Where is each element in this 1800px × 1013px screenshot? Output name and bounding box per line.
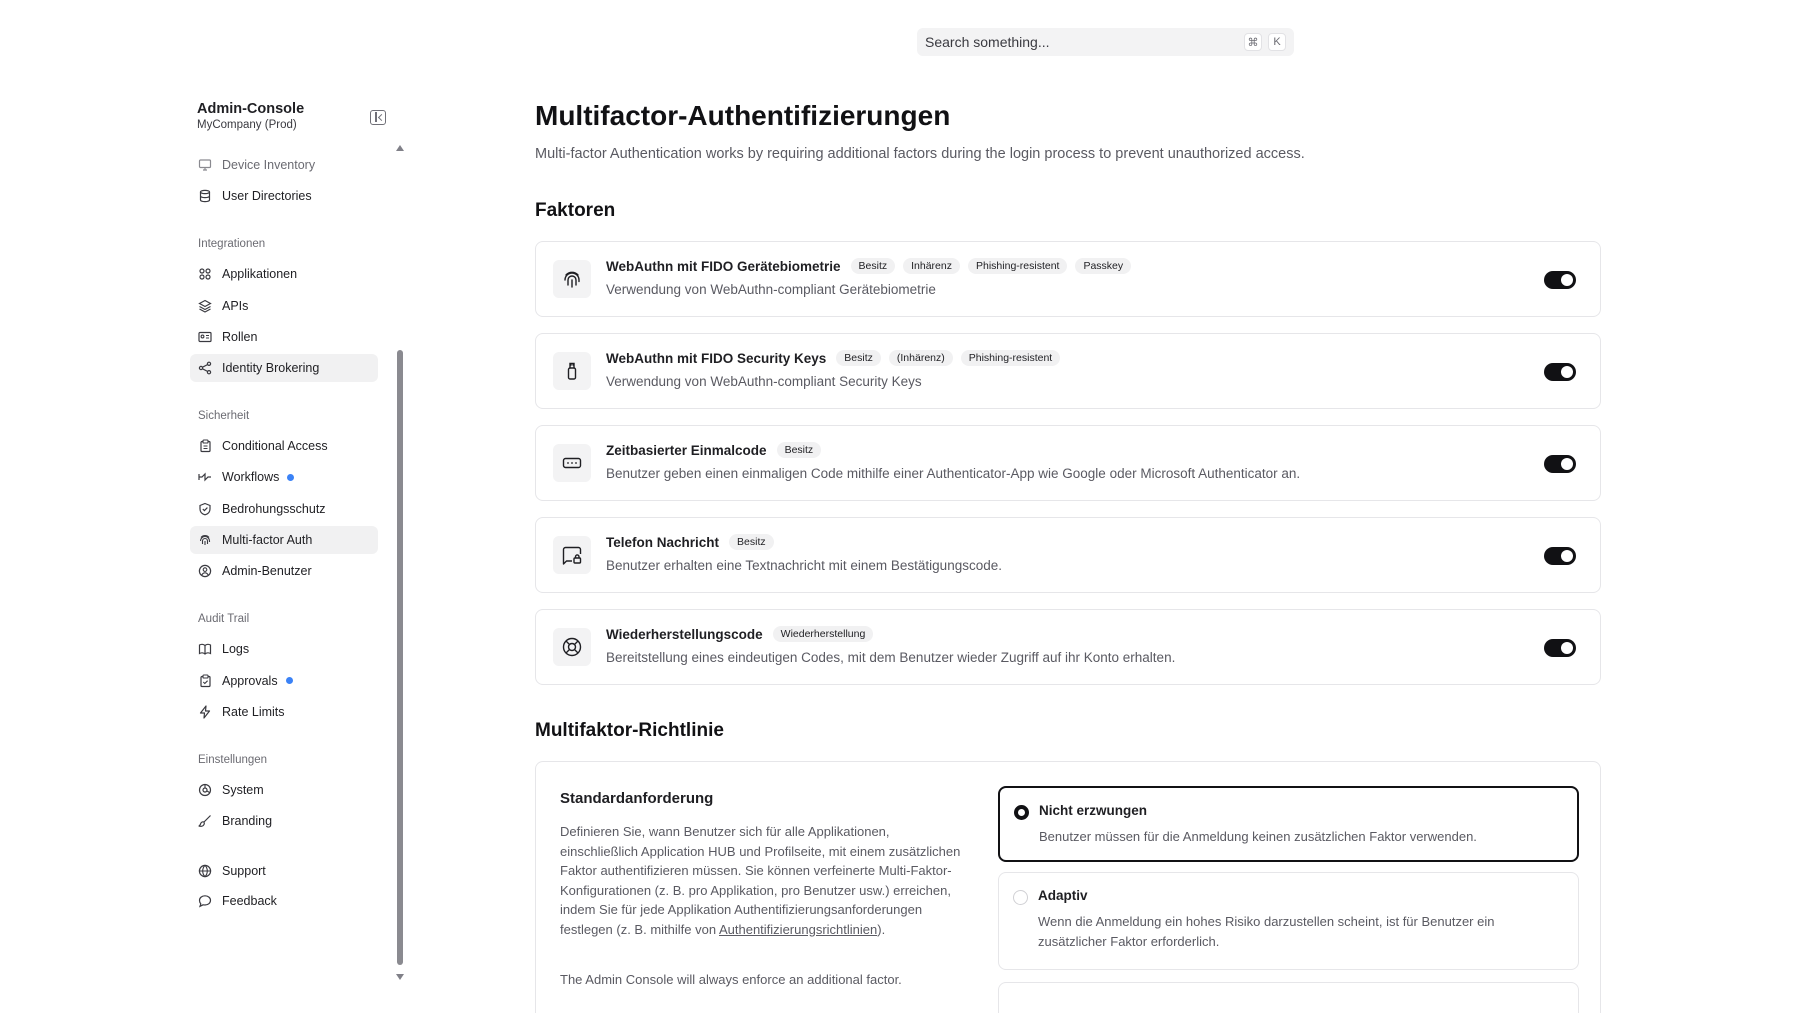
sidebar-item-label: Bedrohungsschutz (222, 501, 326, 516)
radio-selected-icon[interactable] (1014, 805, 1029, 820)
policy-note: The Admin Console will always enforce an additional factor. (560, 972, 902, 987)
sidebar-item-label: Feedback (222, 893, 277, 908)
sidebar-item-support[interactable] (190, 857, 378, 885)
factor-toggle[interactable] (1544, 271, 1576, 289)
factor-name: Zeitbasierter Einmalcode (606, 442, 767, 458)
database-icon (198, 189, 212, 203)
brand (197, 101, 304, 131)
notification-dot (287, 474, 294, 481)
sidebar-item-label: Logs (222, 642, 250, 657)
sidebar-item-applikationen[interactable] (190, 260, 378, 288)
scroll-down-icon[interactable] (396, 974, 404, 980)
policy-description: Definieren Sie, wann Benutzer sich für alle Applikationen, einschließlich Application HUB und Profilseite, mit einem zusätzlichen Faktor authentifizieren müssen. Sie können verfeinerte Multi-Faktor-Konfigurationen (z. B. pro Applikation, pro Benutzer usw.) erreichen, indem Sie für jede Applikation Authentifizierungsanforderungen festlegen (z. B. mithilfe von Authentifizierungsrichtlinien). (560, 824, 961, 937)
badge: Wiederherstellung (773, 626, 874, 642)
section-title-sicherheit: Sicherheit (198, 410, 250, 423)
sidebar-item-feedback[interactable] (190, 887, 378, 915)
sidebar-item-label: Rate Limits (222, 704, 285, 719)
workflow-icon (198, 470, 212, 484)
search-bar[interactable] (917, 28, 1294, 56)
section-title-einstellungen: Einstellungen (198, 753, 268, 766)
badge: Besitz (836, 350, 881, 366)
sidebar-scrollbar[interactable] (396, 145, 404, 980)
sidebar-item-rollen[interactable] (190, 323, 378, 351)
bolt-icon (198, 705, 212, 719)
sidebar-item-label: Identity Brokering (222, 361, 320, 376)
section-title-integrationen: Integrationen (198, 238, 266, 251)
sidebar-item-label: Multi-factor Auth (222, 533, 313, 548)
radio-icon[interactable] (1013, 890, 1028, 905)
section-title-audit-trail: Audit Trail (198, 613, 250, 626)
option-description: Wenn die Anmeldung ein hohes Risiko darzustellen scheint, ist für Benutzer ein zusätzlicher Faktor erforderlich. (1038, 914, 1495, 949)
factor-name: WebAuthn mit FIDO Security Keys (606, 350, 827, 366)
factor-name: Telefon Nachricht (606, 534, 720, 550)
sidebar-item-approvals[interactable] (190, 667, 378, 695)
policy-option-not-enforced[interactable] (998, 786, 1579, 862)
factor-name: WebAuthn mit FIDO Gerätebiometrie (606, 258, 841, 274)
fingerprint-icon (198, 533, 212, 547)
badge: (Inhärenz) (889, 350, 953, 366)
search-input[interactable]: Search something... (925, 34, 1050, 50)
policy-option-adaptive[interactable] (998, 872, 1579, 970)
factor-toggle[interactable] (1544, 547, 1576, 565)
globe-icon (198, 864, 212, 878)
clipboard-icon (198, 439, 212, 453)
policy-section-title: Multifaktor-Richtlinie (535, 720, 724, 741)
badge: Phishing-resistent (968, 258, 1067, 274)
sidebar (0, 0, 420, 1013)
badge: Phishing-resistent (961, 350, 1060, 366)
factor-name: Wiederherstellungscode (606, 626, 763, 642)
factor-toggle[interactable] (1544, 639, 1576, 657)
book-icon (198, 642, 212, 656)
share-icon (198, 361, 212, 375)
page-description: Multi-factor Authentication works by requiring additional factors during the login process to prevent unauthorized access. (535, 146, 1305, 162)
lifebuoy-icon (553, 628, 591, 666)
id-card-icon (198, 330, 212, 344)
factor-card (535, 241, 1601, 317)
sidebar-item-admin-benutzer[interactable] (190, 557, 378, 585)
factor-description: Verwendung von WebAuthn-compliant Gerätebiometrie (606, 282, 936, 297)
sidebar-item-label: Applikationen (222, 267, 298, 282)
scroll-up-icon[interactable] (396, 145, 404, 151)
option-label: Nicht erzwungen (1039, 803, 1148, 818)
sidebar-item-device-inventory[interactable] (190, 151, 378, 179)
badge: Besitz (777, 442, 822, 458)
sidebar-item-conditional-access[interactable] (190, 432, 378, 460)
shortcut-key: K (1268, 33, 1286, 51)
sidebar-item-label: Device Inventory (222, 158, 316, 172)
badge: Besitz (851, 258, 896, 274)
sidebar-item-apis[interactable] (190, 292, 378, 320)
factor-toggle[interactable] (1544, 455, 1576, 473)
sidebar-item-multi-factor-auth[interactable] (190, 526, 378, 554)
chat-icon (198, 894, 212, 908)
policy-heading: Standardanforderung (560, 790, 714, 807)
factor-card (535, 517, 1601, 593)
policy-option-next[interactable] (998, 982, 1579, 1013)
fingerprint-icon (553, 260, 591, 298)
scrollbar-thumb[interactable] (397, 350, 403, 965)
page-title: Multifactor-Authentifizierungen (535, 100, 951, 131)
sidebar-item-label: User Directories (222, 189, 312, 204)
clipboard-check-icon (198, 674, 212, 688)
policy-link[interactable]: Authentifizierungsrichtlinien (718, 921, 878, 937)
sidebar-nav (190, 151, 378, 918)
factor-description: Bereitstellung eines eindeutigen Codes, mit dem Benutzer wieder Zugriff auf ihr Konto erhalten. (606, 650, 1176, 665)
sidebar-item-user-directories[interactable] (190, 182, 378, 210)
sidebar-item-label: APIs (222, 298, 249, 313)
password-field-icon (553, 444, 591, 482)
settings-icon (198, 783, 212, 797)
command-key-icon: ⌘ (1244, 33, 1262, 51)
sidebar-item-label: System (222, 782, 264, 797)
app-title: Admin-Console (197, 101, 305, 117)
badge: Passkey (1075, 258, 1131, 274)
sidebar-item-label: Approvals (222, 673, 278, 688)
grid-icon (198, 267, 212, 281)
factor-description: Benutzer geben einen einmaligen Code mithilfe einer Authenticator-App wie Google oder Microsoft Authenticator an. (606, 466, 1301, 481)
sidebar-item-branding[interactable] (190, 807, 378, 835)
option-label: Adaptiv (1038, 888, 1088, 903)
sidebar-item-system[interactable] (190, 776, 378, 804)
layers-icon (198, 299, 212, 313)
sidebar-item-rate-limits[interactable] (190, 698, 378, 726)
badge: Inhärenz (903, 258, 960, 274)
option-description: Benutzer müssen für die Anmeldung keinen zusätzlichen Faktor verwenden. (1039, 829, 1477, 844)
sidebar-item-bedrohungsschutz[interactable] (190, 495, 378, 523)
factors-section-title: Faktoren (535, 200, 616, 221)
factor-card (535, 333, 1601, 409)
message-lock-icon (553, 536, 591, 574)
sidebar-item-label: Branding (222, 814, 273, 829)
sidebar-item-logs[interactable] (190, 635, 378, 663)
org-name: MyCompany (Prod) (197, 119, 297, 131)
sidebar-collapse-icon[interactable] (370, 110, 386, 125)
badge: Besitz (729, 534, 774, 550)
sidebar-item-label: Workflows (222, 470, 280, 485)
policy-card (535, 761, 1601, 1013)
factor-toggle[interactable] (1544, 363, 1576, 381)
sidebar-item-label: Admin-Benutzer (222, 564, 312, 579)
sidebar-item-identity-brokering[interactable] (190, 354, 378, 382)
sidebar-item-workflows[interactable] (190, 463, 378, 491)
user-circle-icon (198, 564, 212, 578)
shield-icon (198, 502, 212, 516)
factor-card (535, 425, 1601, 501)
sidebar-item-label: Conditional Access (222, 439, 328, 454)
sidebar-item-label: Support (222, 863, 266, 878)
sidebar-item-label: Rollen (222, 329, 258, 344)
factor-card (535, 609, 1601, 685)
usb-key-icon (553, 352, 591, 390)
brush-icon (198, 814, 212, 828)
notification-dot (286, 677, 293, 684)
monitor-icon (198, 158, 212, 172)
factor-description: Benutzer erhalten eine Textnachricht mit einem Bestätigungscode. (606, 558, 1002, 573)
factor-description: Verwendung von WebAuthn-compliant Security Keys (606, 374, 922, 389)
